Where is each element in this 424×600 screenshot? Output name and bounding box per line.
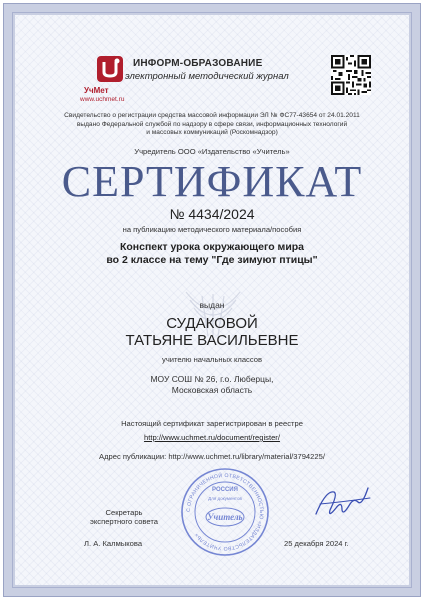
signatory-title-line-1: Секретарь	[105, 508, 143, 517]
topic-line-2: во 2 классе на тему "Где зимуют птицы"	[106, 254, 318, 266]
signatory-title-line-2: экспертного совета	[90, 517, 158, 526]
registration-line-2: выдано Федеральной службой по надзору в сфере связи, информационных технологий	[76, 120, 348, 128]
material-topic	[0, 241, 424, 267]
registration-line-3: и массовых коммуникаций (Роскомнадзор)	[146, 129, 278, 137]
uchmet-logo-icon	[95, 54, 125, 84]
recipient-given-names: ТАТЬЯНЕ ВАСИЛЬЕВНЕ	[125, 332, 299, 349]
logo-url: www.uchmet.ru	[80, 96, 125, 103]
issued-label: выдан	[199, 300, 225, 310]
registration-line-1: Свидетельство о регистрации средства массовой информации ЭЛ № ФС77-43654 от 24.01.2011	[64, 112, 360, 119]
signatory-name: Л. А. Калмыкова	[84, 539, 143, 548]
stamp-mark: Для документов	[208, 496, 242, 501]
publication-address: Адрес публикации: http://www.uchmet.ru/library/material/3794225/	[99, 452, 325, 461]
brand-name: ИНФОРМ-ОБРАЗОВАНИЕ	[133, 58, 263, 69]
signatory-title	[84, 508, 164, 526]
registry-text: Настоящий сертификат зарегистрирован в реестре	[121, 419, 303, 428]
brand-subtitle: электронный методический журнал	[125, 71, 289, 82]
recipient-surname: СУДАКОВОЙ	[166, 315, 258, 332]
topic-line-1: Конспект урока окружающего мира	[119, 241, 305, 253]
official-stamp	[180, 467, 270, 557]
publication-label: на публикацию методического материала/пособия	[122, 225, 302, 234]
signature-drawing	[312, 480, 372, 524]
certificate-number: № 4434/2024	[169, 206, 255, 222]
recipient-organization	[0, 374, 424, 396]
registry-link[interactable]: http://www.uchmet.ru/document/register/	[144, 433, 280, 442]
stamp-country: РОССИЯ	[212, 487, 238, 493]
stamp-ring-text: С ОГРАНИЧЕННОЙ ОТВЕТСТВЕННОСТЬЮ «ИЗДАТЕЛЬСТВО УЧИТЕЛЬ»	[185, 472, 265, 552]
logo-text: УчМет	[84, 86, 109, 95]
stamp-org: Учитель	[207, 512, 243, 522]
recipient-position: учителю начальных классов	[162, 355, 262, 364]
founder-line: Учредитель ООО «Издательство «Учитель»	[134, 147, 290, 156]
org-line-2: Московская область	[171, 385, 253, 395]
org-line-1: МОУ СОШ № 26, г.о. Люберцы,	[150, 374, 274, 384]
registration-info	[0, 112, 424, 138]
qr-code-icon	[331, 55, 371, 95]
issue-date: 25 декабря 2024 г.	[284, 539, 349, 548]
recipient-name	[0, 315, 424, 349]
certificate-title: СЕРТИФИКАТ	[61, 157, 363, 206]
